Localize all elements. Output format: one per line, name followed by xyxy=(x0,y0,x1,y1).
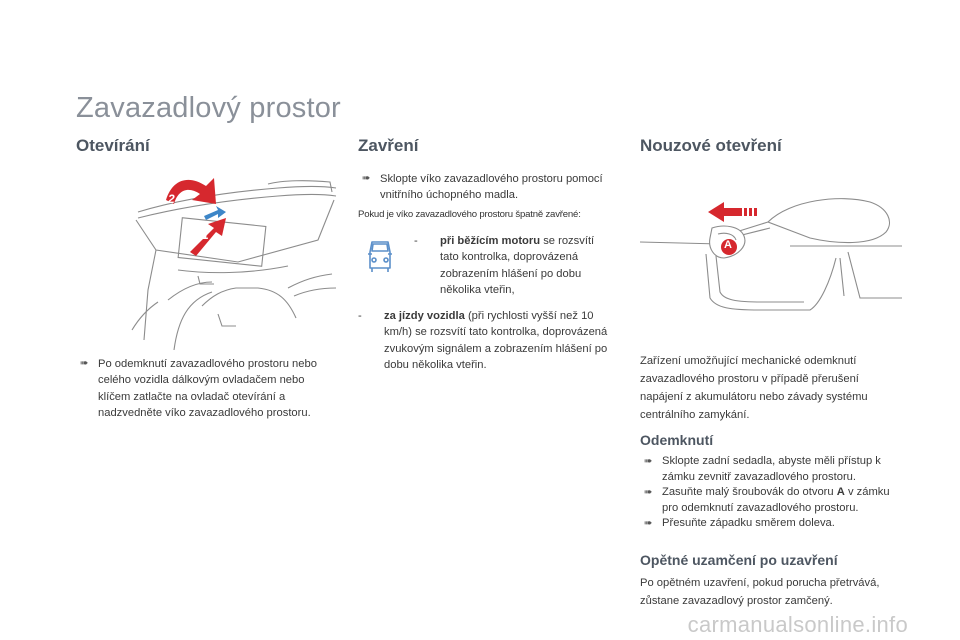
arrow-label-1: 1 xyxy=(202,228,209,242)
closing-text: Sklopte víko zavazadlového prostoru pomocí vnitřního úchopného madla. xyxy=(380,173,603,202)
bullet-arrow-icon: ➠ xyxy=(644,487,653,498)
emergency-intro: Zařízení umožňující mechanické odemknutí zavazadlového prostoru v případě přerušení napájení z akumulátoru nebo závady systému centrálního zamykání. xyxy=(640,355,868,421)
bullet-arrow-icon: ➠ xyxy=(80,358,89,369)
step-item: ➠ Přesuňte západku směrem doleva. xyxy=(644,516,904,532)
subheading-relocking: Opětné uzamčení po uzavření xyxy=(640,552,838,568)
section-heading-closing: Zavření xyxy=(358,136,419,155)
closing-note: Pokud je víko zavazadlového prostoru špatně zavřené: xyxy=(358,209,581,220)
opening-instruction xyxy=(80,356,336,422)
warning-case-engine-running: - při běžícím motoru se rozsvítí tato kontrolka, doprovázená zobrazením hlášení po dobu několika vteřin, xyxy=(414,235,595,297)
opening-text: Po odemknutí zavazadlového prostoru nebo celého vozidla dálkovým ovladačem nebo klíčem zatlačte na ovladač otevírání a nadzvedněte víko zavazadlového prostoru. xyxy=(98,358,317,420)
section-heading-opening: Otevírání xyxy=(76,136,150,155)
subheading-unlocking: Odemknutí xyxy=(640,432,714,448)
closing-instruction xyxy=(362,171,608,204)
step-item: ➠ Sklopte zadní sedadla, abyste měli přístup k zámku zevnitř zavazadlového prostoru. xyxy=(644,454,904,485)
trunk-opening-illustration xyxy=(118,170,338,350)
bullet-arrow-icon: ➠ xyxy=(644,456,653,467)
engine-running-label: při běžícím motoru xyxy=(440,235,541,247)
open-trunk-warning-icon xyxy=(366,238,394,274)
arrow-label-2: 2 xyxy=(168,192,175,206)
marker-a-label: A xyxy=(724,239,732,251)
watermark: carmanualsonline.info xyxy=(687,612,908,637)
section-heading-emergency: Nouzové otevření xyxy=(640,136,782,155)
bullet-arrow-icon: ➠ xyxy=(644,518,653,529)
page-title: Zavazadlový prostor xyxy=(76,92,341,124)
step-item: ➠ Zasuňte malý šroubovák do otvoru A v zámku pro odemknutí zavazadlového prostoru. xyxy=(644,485,904,516)
relocking-text: Po opětném uzavření, pokud porucha přetrvává, zůstane zavazadlový prostor zamčený. xyxy=(640,577,880,607)
emergency-release-illustration xyxy=(640,186,904,322)
bullet-arrow-icon: ➠ xyxy=(362,173,371,184)
unlocking-steps xyxy=(644,454,904,532)
warning-case-driving: - za jízdy vozidla (při rychlosti vyšší než 10 km/h) se rozsvítí tato kontrolka, doprovázená zvukovým signálem a zobrazením hlášení po dobu několika vteřin. xyxy=(358,310,608,372)
driving-label: za jízdy vozidla xyxy=(384,310,465,322)
